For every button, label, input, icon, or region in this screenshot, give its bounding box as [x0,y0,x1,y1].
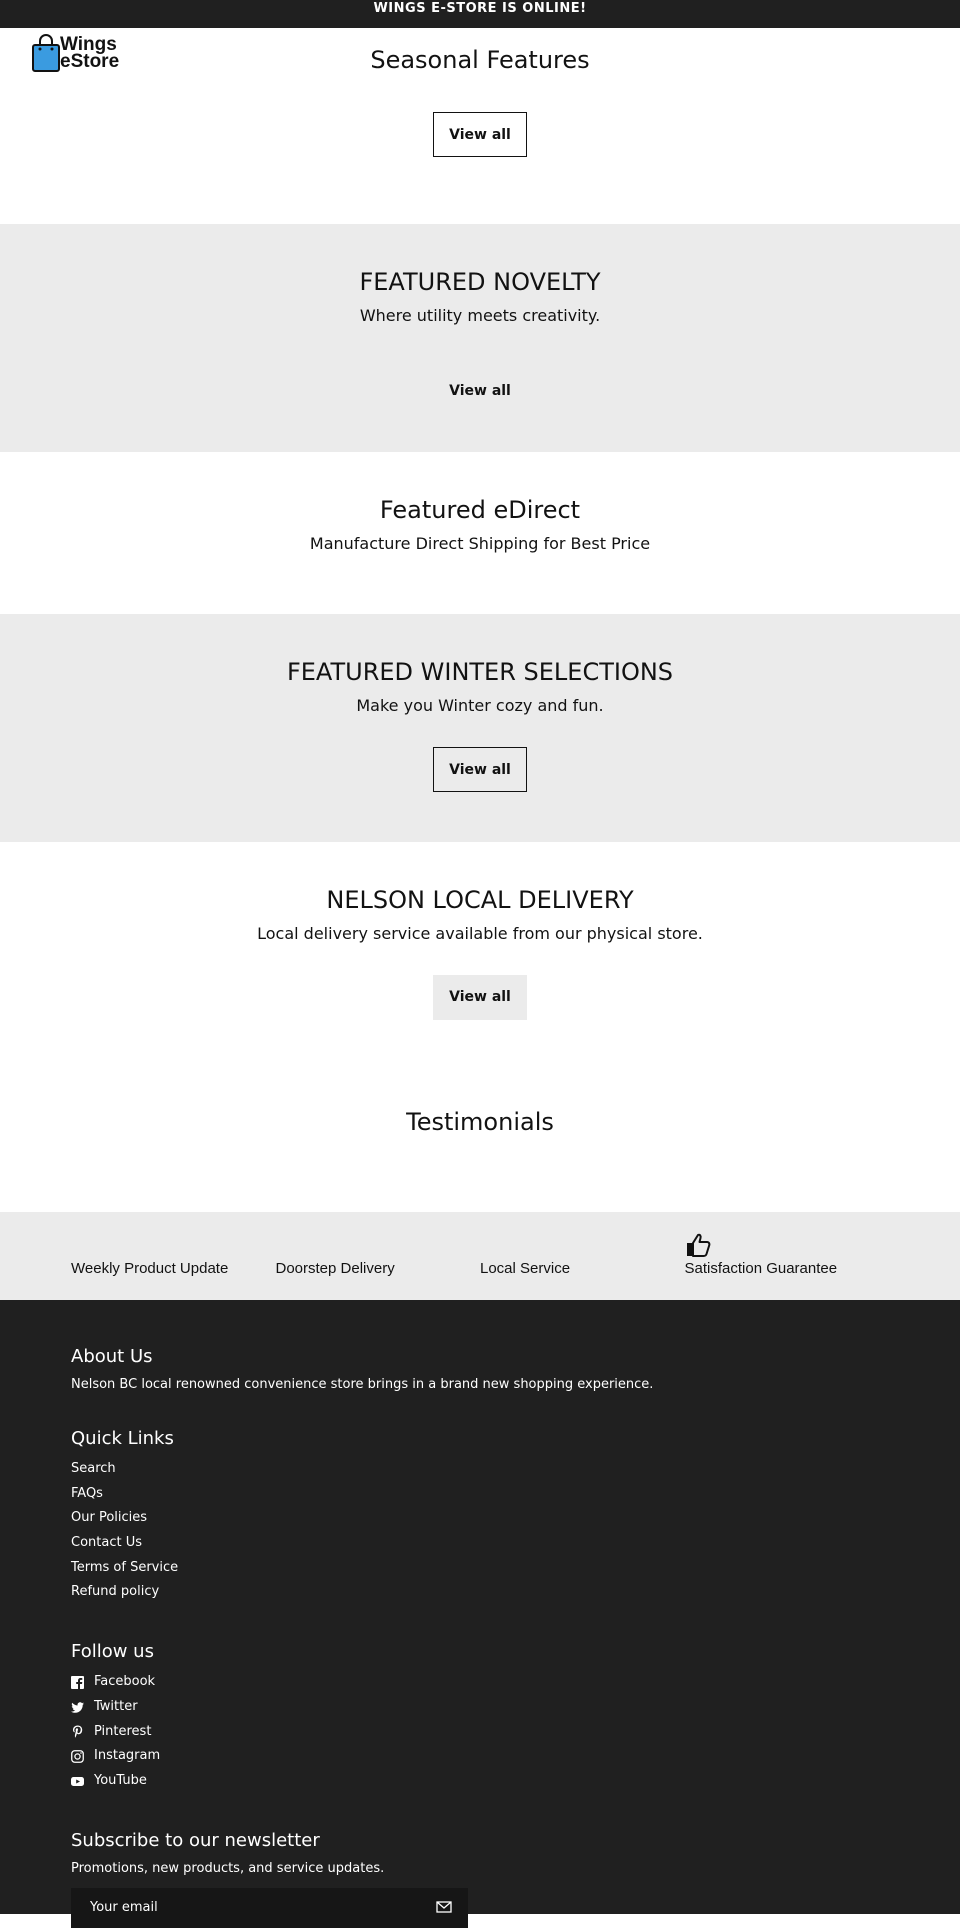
social-link-twitter[interactable] [71,1695,889,1720]
feature-item [685,1212,890,1300]
announcement-text: WINGS E-STORE IS ONLINE! [373,1,587,16]
footer-link-our-policies[interactable]: Our Policies [71,1510,148,1526]
social-link-label: Instagram [94,1748,161,1764]
view-all-button[interactable]: View all [433,747,527,792]
facebook-icon [71,1676,84,1689]
footer-link-terms-of-service[interactable]: Terms of Service [71,1559,179,1575]
social-link-instagram[interactable] [71,1744,889,1769]
about-text: Nelson BC local renowned convenience store brings in a brand new shopping experience. [71,1377,654,1392]
about-us-block [71,1346,889,1392]
social-link-label: Facebook [94,1674,156,1690]
section-title: Testimonials [406,1108,554,1136]
seasonal-features-section [0,28,960,224]
follow-us-block [71,1641,889,1793]
social-link-label: YouTube [94,1772,147,1788]
newsletter-text: Promotions, new products, and service updates. [71,1860,385,1876]
section-title: Featured eDirect [379,496,581,524]
newsletter-block [71,1830,889,1928]
email-placeholder: Your email [90,1899,158,1915]
feature-item [276,1212,481,1300]
announcement-bar [0,0,960,28]
view-all-button[interactable]: View all [433,112,527,157]
section-subtitle: Local delivery service available from our physical store. [257,924,703,943]
view-all-button[interactable]: View all [433,975,527,1020]
pinterest-icon [71,1725,84,1738]
section-subtitle: Make you Winter cozy and fun. [356,696,604,715]
footer-link-faqs[interactable]: FAQs [71,1485,103,1501]
featured-edirect-section [0,452,960,614]
footer-heading: Quick Links [71,1428,174,1449]
footer-link-search[interactable]: Search [71,1461,116,1476]
feature-label: Local Service [480,1260,571,1277]
thumbs-up-icon [685,1232,711,1258]
social-links-list [71,1670,889,1793]
newsletter-email-input[interactable] [71,1888,468,1928]
social-link-label: Twitter [94,1698,138,1714]
featured-novelty-section [0,224,960,452]
feature-label: Weekly Product Update [71,1260,229,1277]
quick-links-list [71,1457,889,1605]
section-title: FEATURED WINTER SELECTIONS [286,658,674,686]
section-title: FEATURED NOVELTY [359,268,601,296]
footer-link-refund-policy[interactable]: Refund policy [71,1584,160,1600]
footer-heading: Follow us [71,1641,154,1663]
social-link-facebook[interactable] [71,1670,889,1695]
feature-label: Satisfaction Guarantee [684,1260,838,1277]
section-title: NELSON LOCAL DELIVERY [326,886,634,914]
footer-heading: About Us [71,1346,153,1367]
footer-link-contact-us[interactable]: Contact Us [71,1535,142,1551]
view-all-button[interactable]: View all [449,383,511,399]
featured-winter-section [0,614,960,842]
youtube-icon [71,1775,84,1788]
testimonials-section [0,1070,960,1212]
feature-item [71,1212,276,1300]
quick-links-block [71,1428,889,1605]
envelope-icon[interactable] [436,1900,452,1914]
footer-heading: Subscribe to our newsletter [71,1829,320,1851]
section-title: Seasonal Features [370,46,590,74]
feature-label: Doorstep Delivery [275,1260,395,1277]
twitter-icon [71,1701,84,1714]
social-link-pinterest[interactable] [71,1720,889,1745]
social-link-label: Pinterest [94,1723,152,1739]
feature-item [480,1212,685,1300]
nelson-local-delivery-section [0,842,960,1070]
section-subtitle: Manufacture Direct Shipping for Best Price [309,534,651,553]
logo-line2: eStore [60,51,120,72]
site-footer [0,1300,960,1914]
instagram-icon [71,1750,84,1763]
logo-line1: Wings [60,34,117,55]
social-link-youtube[interactable] [71,1769,889,1794]
features-bar [0,1212,960,1300]
section-subtitle: Where utility meets creativity. [359,306,601,325]
